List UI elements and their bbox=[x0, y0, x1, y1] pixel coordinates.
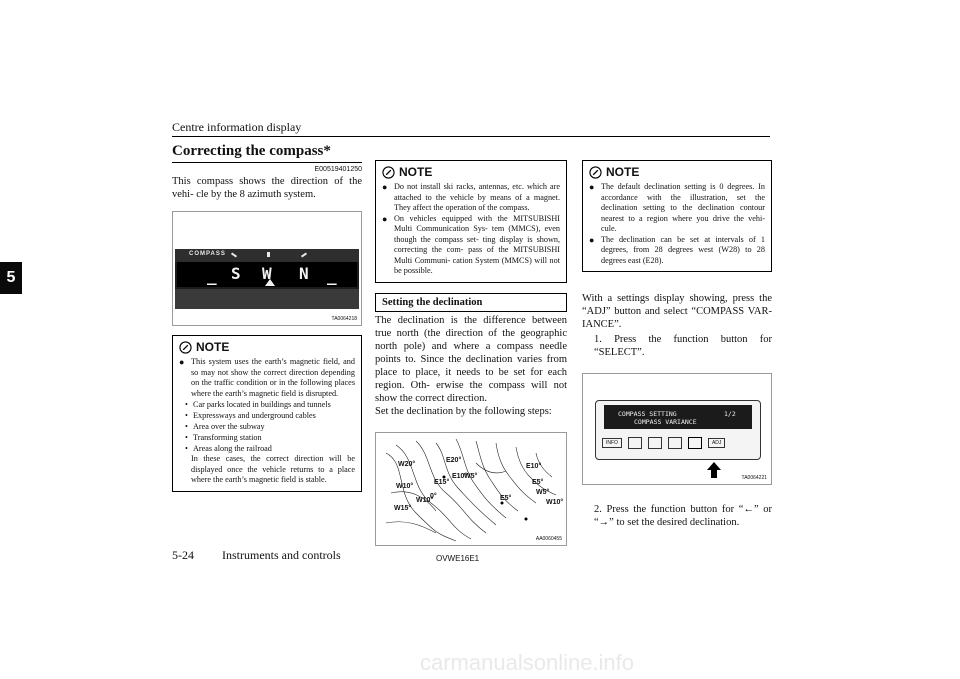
middle-column bbox=[375, 160, 567, 546]
tick-mark bbox=[267, 252, 270, 257]
footer-code: OVWE16E1 bbox=[436, 554, 480, 563]
note-item: ● This system uses the earth’s magnetic field, and so may not show the correct direction depending on the traffic condition or in the following places where the earth’s magnetic field is disrupted. bbox=[179, 357, 355, 398]
right-column bbox=[582, 160, 772, 529]
readout-south: S bbox=[231, 264, 241, 283]
function-button-3[interactable] bbox=[668, 437, 682, 449]
note-label: NOTE bbox=[399, 165, 433, 179]
readout-west: W bbox=[262, 264, 272, 283]
instruction-text: With a settings display showing, press the “ADJ” button and select “COMPASS VAR- IANCE”. bbox=[582, 293, 772, 330]
arrow-up-icon bbox=[707, 462, 721, 478]
settings-display-figure bbox=[582, 373, 772, 485]
section-title: Correcting the compass* bbox=[172, 143, 331, 159]
note-item: ● On vehicles equipped with the MITSUBISHI Multi Communication Sys- tem (MMCS), even though the compass set- ting display is shown, correcting the com- pass of the MITSUBISHI Multi Communi- cation System (MMCS) will not be possible. bbox=[382, 213, 560, 275]
map-label: W20° bbox=[398, 460, 416, 468]
note-icon bbox=[589, 166, 602, 179]
map-label: W15° bbox=[394, 504, 412, 512]
steps-intro: Set the declination by the following steps: bbox=[375, 405, 552, 417]
note-icon bbox=[382, 166, 395, 179]
map-label: W5° bbox=[464, 472, 478, 480]
list-item: • Expressways and underground cables bbox=[179, 410, 355, 421]
figure-code: TA0064221 bbox=[741, 475, 767, 481]
section-code: E00519401250 bbox=[314, 166, 362, 173]
note-label: NOTE bbox=[606, 165, 640, 179]
footer-section: Instruments and controls bbox=[222, 548, 341, 562]
function-button-1[interactable] bbox=[628, 437, 642, 449]
map-label: E5° bbox=[532, 478, 544, 486]
subsection-title: Setting the declination bbox=[375, 293, 567, 312]
note-item: ● The declination can be set at intervals of 1 degrees, from 28 degrees west (W28) to 28 degrees east (E28). bbox=[589, 234, 765, 265]
watermark: carmanualsonline.info bbox=[420, 650, 635, 675]
list-item: • Area over the subway bbox=[179, 421, 355, 432]
compass-figure bbox=[172, 211, 362, 326]
adj-button[interactable]: ADJ bbox=[708, 438, 725, 448]
list-item: • Areas along the railroad bbox=[179, 443, 355, 454]
list-item: • Car parks located in buildings and tunnels bbox=[179, 399, 355, 410]
display-line-2: COMPASS VARIANCE bbox=[634, 418, 697, 426]
map-label: E5° bbox=[500, 494, 512, 502]
map-label: W10° bbox=[416, 496, 434, 504]
map-label: E20° bbox=[446, 456, 462, 464]
heading-triangle-icon bbox=[265, 279, 275, 286]
declination-text: The declination is the difference between true north (the direction of the geographic north pole) and where a compass needle points to. Since the declination varies from place to place, it needs to be set for each region. Oth- erwise the compass will not show the correct direction. bbox=[375, 314, 567, 404]
note-box bbox=[172, 335, 362, 492]
title-rule bbox=[172, 162, 362, 163]
header-rule bbox=[172, 136, 770, 137]
note-box bbox=[375, 160, 567, 283]
note-box bbox=[582, 160, 772, 272]
map-label: 0° bbox=[430, 492, 437, 500]
map-label: W5° bbox=[536, 488, 550, 496]
display-page: 1/2 bbox=[724, 410, 736, 418]
readout-north: N bbox=[299, 264, 309, 283]
display-line-1: COMPASS SETTING bbox=[618, 410, 677, 418]
map-label: E15° bbox=[434, 478, 450, 486]
note-label: NOTE bbox=[196, 340, 230, 354]
declination-map bbox=[375, 432, 567, 546]
running-header: Centre information display bbox=[172, 120, 302, 134]
disruption-list bbox=[179, 399, 355, 454]
figure-code: AA0060455 bbox=[535, 535, 562, 542]
list-item: • Transforming station bbox=[179, 432, 355, 443]
note-item: ● The default declination setting is 0 degrees. In accordance with the illustration, set the declination setting to the declination contour nearest to a region where you drive the vehi- cule. bbox=[589, 182, 765, 233]
compass-display: COMPASS _ S W N _ bbox=[175, 249, 359, 309]
display-unit bbox=[595, 400, 761, 460]
display-screen bbox=[604, 405, 752, 429]
note-closing: In these cases, the correct direction will be displayed once the vehicle returns to a place where the earth’s magnetic field is stable. bbox=[191, 454, 355, 484]
note-item: ● Do not install ski racks, antennas, etc. which are attached to the vehicle by means of a magnet. They affect the operation of the compass. bbox=[382, 182, 560, 212]
map-label: E10° bbox=[452, 472, 468, 480]
page-number: 5-24 bbox=[172, 548, 194, 562]
map-label: E10° bbox=[526, 462, 542, 470]
map-label: W10° bbox=[396, 482, 414, 490]
select-function-button[interactable] bbox=[688, 437, 702, 449]
step-1: 1. Press the function button for “SELECT”. bbox=[594, 334, 772, 358]
chapter-tab: 5 bbox=[0, 262, 22, 294]
intro-text: This compass shows the direction of the vehi- cle by the 8 azimuth system. bbox=[172, 176, 362, 200]
note-icon bbox=[179, 341, 192, 354]
map-label: W10° bbox=[546, 498, 564, 506]
function-button-row bbox=[602, 435, 754, 451]
compass-label: COMPASS bbox=[189, 251, 226, 257]
info-button[interactable]: INFO bbox=[602, 438, 622, 448]
step-2: 2. Press the function button for “←” or “→” to set the desired declination. bbox=[594, 504, 772, 528]
left-column bbox=[172, 143, 362, 492]
figure-code: TA0064218 bbox=[331, 316, 357, 322]
function-button-2[interactable] bbox=[648, 437, 662, 449]
